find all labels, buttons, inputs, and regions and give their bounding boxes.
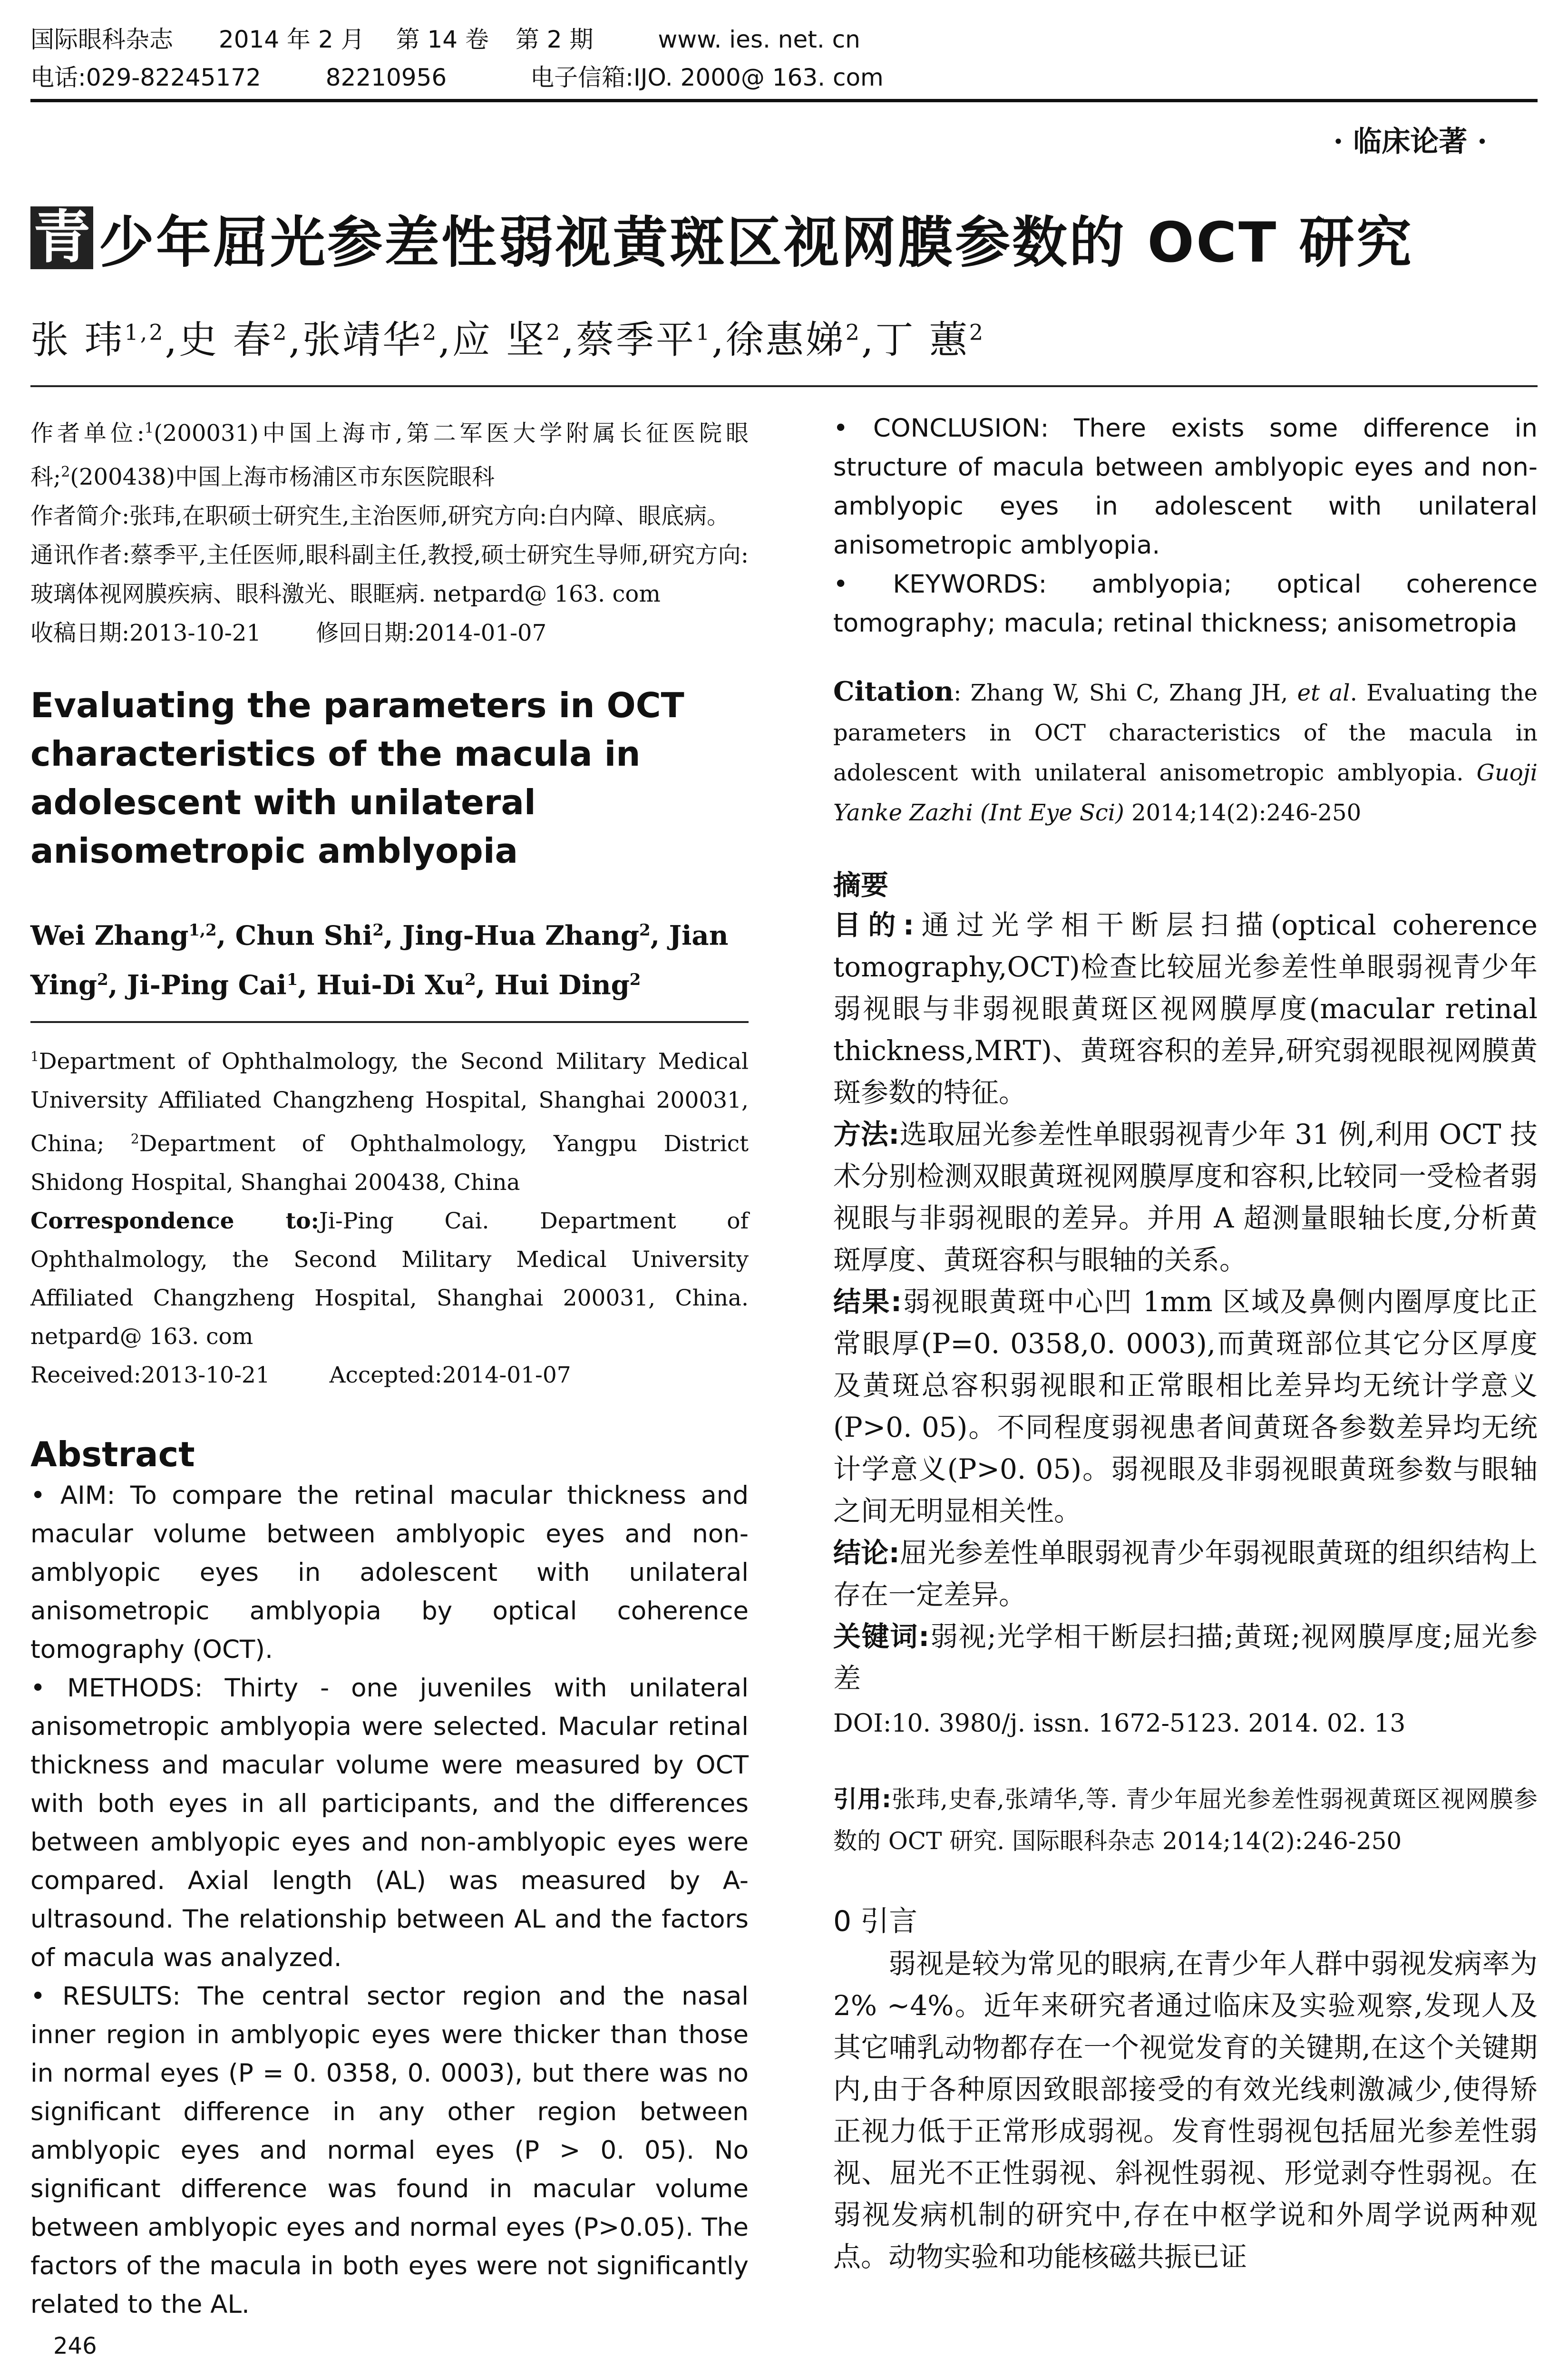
abstract-heading: Abstract [30, 1434, 195, 1474]
author-name: ,张靖华 [288, 318, 423, 362]
zh-methods [833, 1113, 1538, 1281]
journal-header-line2 [30, 61, 884, 94]
conclusion-text: 屈光参差性单眼弱视青少年弱视眼黄斑的组织结构上存在一定差异。 [833, 1537, 1538, 1611]
zh-abstract-heading: 摘要 [833, 869, 889, 901]
affiliation-text: Department of Ophthalmology, Yangpu District Shidong Hospital, Shanghai 200438, China [30, 1130, 749, 1196]
methods-text: 选取屈光参差性单眼弱视青少年 31 例,利用 OCT 技术分别检测双眼黄斑视网膜厚度和容积,比较同一受检者弱视眼与非弱视眼的差异。并用 A 超测量眼轴长度,分析黄斑厚度、黄斑容积与眼轴的关系。 [833, 1118, 1538, 1276]
received-date: 收稿日期:2013-10-21 [30, 620, 261, 646]
section-tag: · 临床论著 · [1333, 125, 1487, 158]
author-name: , Jing-Hua Zhang [383, 920, 639, 952]
doi[interactable]: DOI:10. 3980/j. issn. 1672-5123. 2014. 02. 13 [833, 1709, 1406, 1738]
author-affiliation-mark: 2 [97, 970, 108, 989]
author-affiliation-mark: 2 [372, 921, 384, 940]
accepted-date-en: Accepted:2014-01-07 [329, 1362, 571, 1388]
author-intro: 作者简介:张玮,在职硕士研究生,主治医师,研究方向:白内障、眼底病。 [30, 503, 730, 529]
journal-header-line1 [30, 23, 860, 56]
author-name: Wei Zhang [30, 920, 189, 952]
right-column [833, 409, 1538, 2278]
unit-text: (200438)中国上海市杨浦区市东医院眼科 [70, 464, 495, 490]
author-affiliation-mark: 2 [969, 319, 985, 345]
author-name: ,蔡季平 [562, 318, 696, 362]
revised-date: 修回日期:2014-01-07 [316, 620, 547, 646]
author-affiliation-mark: 1 [286, 970, 298, 989]
page-number: 246 [53, 2333, 97, 2359]
citation-text: : Zhang W, Shi C, Zhang JH, [954, 680, 1297, 706]
unit-label: 作者单位: [30, 420, 145, 447]
dates-cn [30, 614, 749, 653]
correspondence-label: Correspondence to: [30, 1208, 320, 1234]
zh-objective [833, 904, 1538, 1113]
journal-name: 国际眼科杂志 [30, 26, 173, 53]
zh-keywords [833, 1616, 1538, 1699]
citation-etal: et al [1297, 680, 1350, 706]
corresponding-author: 通讯作者:蔡季平,主任医师,眼科副主任,教授,硕士研究生导师,研究方向:玻璃体视网膜疾病、眼科激光、眼眶病. netpard@ 163. com [30, 542, 749, 607]
affiliations-en [30, 1037, 749, 1201]
results-label: 结果: [833, 1286, 902, 1318]
affiliation-text: Department of Ophthalmology, the Second Military Medical University Affiliated Changzheng Hospital, Shanghai 200031, China; [30, 1048, 749, 1157]
author-name: , Jian Ying [30, 920, 729, 1001]
author-name: 张 玮 [30, 318, 125, 362]
cite-zh [833, 1778, 1538, 1862]
journal-website[interactable]: www. ies. net. cn [658, 26, 860, 53]
title-text: 少年屈光参差性弱视黄斑区视网膜参数的 OCT 研究 [99, 210, 1413, 275]
author-name: , Hui Ding [476, 969, 630, 1001]
english-title: Evaluating the parameters in OCT characteristics of the macula in adolescent with unilateral anisometropic amblyopia [30, 685, 684, 871]
author-affiliation-mark: 2 [629, 970, 641, 989]
journal-phone2: 82210956 [325, 64, 447, 91]
left-column [30, 409, 749, 2324]
author-affiliation-mark: 2 [465, 970, 476, 989]
conclusion-label: 结论: [833, 1537, 900, 1569]
zh-results [833, 1281, 1538, 1532]
author-affiliation-mark: 2 [422, 319, 438, 345]
unit-mark: 1 [144, 420, 154, 437]
cite-label: 引用: [833, 1785, 892, 1813]
keywords-label: 关键词: [833, 1620, 930, 1653]
unit-mark: 2 [61, 464, 70, 480]
results-text: 弱视眼黄斑中心凹 1mm 区域及鼻侧内圈厚度比正常眼厚(P=0. 0358,0. 0003),而黄斑部位其它分区厚度及黄斑总容积弱视眼和正常眼相比差异均无统计学意义(P>0. 05)。不同程度弱视患者间黄斑各参数差异均无统计学意义(P>0. 05)。弱视眼及非弱视眼黄斑参数与眼轴之间无明显相关性。 [833, 1286, 1538, 1527]
english-authors [30, 908, 749, 1007]
author-affiliation-mark: 2 [546, 319, 562, 345]
abstract-methods: • METHODS: Thirty - one juveniles with unilateral anisometropic amblyopia were selected. Macular retinal thickness and macular volume were measured by OCT with both eyes in all participants, and the differences between amblyopic eyes and non-amblyopic eyes were compared. Axial length (AL) was measured by A-ultrasound. The relationship between AL and the factors of macula was analyzed. [30, 1673, 749, 1972]
author-name: ,史 春 [165, 318, 273, 362]
author-name: ,应 坚 [438, 318, 546, 362]
author-name: , Chun Shi [216, 920, 373, 952]
abstract-keywords: • KEYWORDS: amblyopia; optical coherence tomography; macula; retinal thickness; anisometropia [833, 570, 1538, 638]
issue-date: 2014 年 2 月 [218, 26, 365, 53]
title-rule [30, 385, 1538, 387]
objective-text: 通过光学相干断层扫描(optical coherence tomography,OCT)检查比较屈光参差性单眼弱视青少年弱视眼与非弱视眼黄斑区视网膜厚度(macular retinal thickness,MRT)、黄斑容积的差异,研究弱视眼视网膜黄斑参数的特征。 [833, 909, 1538, 1109]
zh-conclusion [833, 1532, 1538, 1616]
header-rule [30, 99, 1538, 102]
affiliation-mark: 2 [130, 1130, 139, 1147]
abstract-conclusion: • CONCLUSION: There exists some difference in structure of macula between amblyopic eyes and non-amblyopic eyes in adolescent with unilateral anisometropic amblyopia. [833, 414, 1538, 560]
journal-email[interactable]: 电子信箱:IJO. 2000@ 163. com [530, 64, 884, 91]
objective-label: 目的: [833, 909, 915, 941]
author-name: ,徐惠娣 [711, 318, 846, 362]
intro-heading: 0 引言 [833, 1905, 918, 1938]
correspondence-text: Ji-Ping Cai. Department of Ophthalmology, the Second Military Medical University Affiliated Changzheng Hospital, Shanghai 200031, China. netpard@ 163. com [30, 1208, 749, 1350]
column-rule [30, 1021, 749, 1023]
correspondence-en [30, 1202, 749, 1356]
author-affiliation-mark: 1 [696, 319, 712, 345]
cite-text: 张玮,史春,张靖华,等. 青少年屈光参差性弱视黄斑区视网膜参数的 OCT 研究. 国际眼科杂志 2014;14(2):246-250 [833, 1785, 1538, 1855]
unit-text: (200031)中国上海市,第二军医大学附属长征医院眼科; [30, 420, 749, 490]
intro-paragraph: 弱视是较为常见的眼病,在青少年人群中弱视发病率为 2% ~4%。近年来研究者通过临床及实验观察,发现人及其它哺乳动物都存在一个视觉发育的关键期,在这个关键期内,由于各种原因致眼部接受的有效光线刺激减少,使得矫正视力低于正常形成弱视。发育性弱视包括屈光参差性弱视、屈光不正性弱视、斜视性弱视、形觉剥夺性弱视。在弱视发病机制的研究中,存在中枢学说和外周学说两种观点。动物实验和功能核磁共振已证 [833, 1948, 1538, 2273]
citation-en [833, 672, 1538, 833]
citation-journal: Guoji Yanke Zazhi (Int Eye Sci) [833, 760, 1538, 826]
authors-chinese [30, 309, 985, 364]
received-date-en: Received:2013-10-21 [30, 1362, 270, 1388]
author-affiliation-mark: 2 [845, 319, 862, 345]
abstract-aim: • AIM: To compare the retinal macular thickness and macular volume between amblyopic eyes and non-amblyopic eyes in adolescent with unilateral anisometropic amblyopia by optical coherence tomography (OCT). [30, 1481, 749, 1664]
citation-text: . Evaluating the parameters in OCT characteristics of the macula in adolescent with unilateral anisometropic amblyopia. [833, 680, 1538, 786]
author-name: , Ji-Ping Cai [108, 969, 287, 1001]
article-title [30, 200, 1413, 276]
citation-label: Citation [833, 676, 954, 707]
author-affiliation-mark: 1,2 [124, 319, 165, 345]
volume: 第 14 卷 [396, 26, 489, 53]
methods-label: 方法: [833, 1118, 900, 1150]
title-first-char: 青 [30, 206, 93, 269]
author-affiliation-mark: 2 [273, 319, 289, 345]
affiliation-mark: 1 [30, 1049, 39, 1065]
author-affiliation-mark: 2 [639, 921, 651, 940]
keywords-text: 弱视;光学相干断层扫描;黄斑;视网膜厚度;屈光参差 [833, 1620, 1538, 1695]
abstract-results: • RESULTS: The central sector region and the nasal inner region in amblyopic eyes were thicker than those in normal eyes (P = 0. 0358, 0. 0003), but there was no significant difference in any other region between amblyopic eyes and normal eyes (P > 0. 05). No significant difference was found in macular volume between amblyopic eyes and normal eyes (P>0.05). The factors of the macula in both eyes were not significantly related to the AL. [30, 1981, 749, 2319]
author-name: , Hui-Di Xu [298, 969, 465, 1001]
author-affiliation-mark: 1,2 [188, 921, 217, 940]
journal-phone: 电话:029-82245172 [30, 64, 261, 91]
author-name: ,丁 蕙 [861, 318, 969, 362]
citation-text: 2014;14(2):246-250 [1124, 799, 1362, 826]
issue-number: 第 2 期 [515, 26, 594, 53]
dates-en [30, 1356, 749, 1394]
author-units [30, 409, 749, 497]
